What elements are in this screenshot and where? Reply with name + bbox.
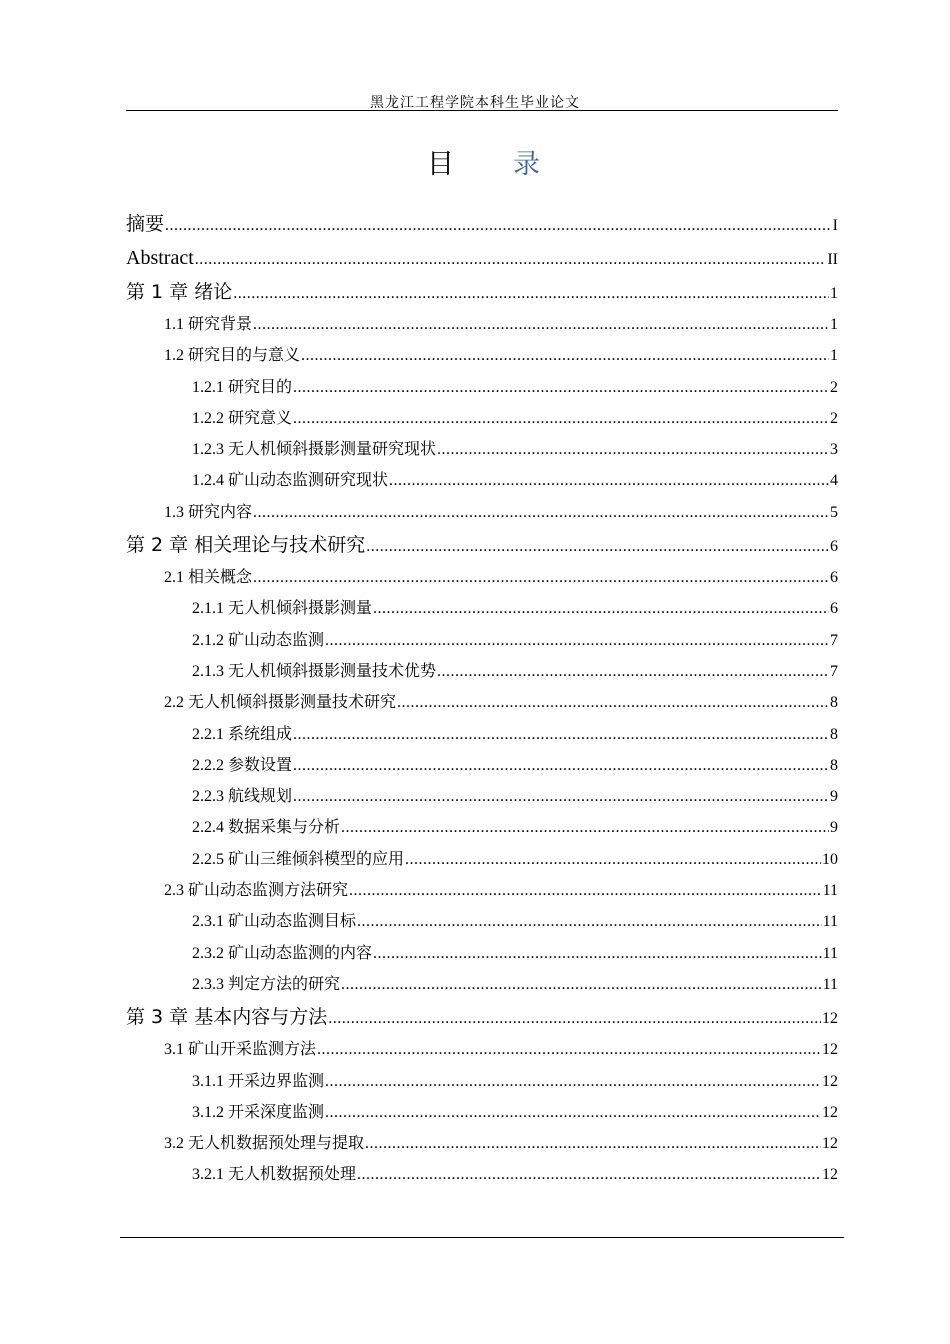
dot-leader bbox=[405, 844, 821, 875]
toc-entry-label: Abstract bbox=[126, 247, 194, 269]
toc-entry[interactable] bbox=[126, 875, 838, 906]
toc-entry-label: 2.3.1 矿山动态监测目标 bbox=[192, 913, 357, 931]
toc-entry[interactable] bbox=[126, 844, 838, 875]
dot-leader bbox=[165, 209, 832, 241]
toc-entry-label: 2.1.3 无人机倾斜摄影测量技术优势 bbox=[192, 662, 437, 680]
toc-entry[interactable] bbox=[126, 906, 838, 937]
dot-leader bbox=[253, 497, 829, 528]
toc-entry-page-number: 3 bbox=[830, 441, 838, 459]
toc-entry-page-number: 6 bbox=[830, 538, 838, 556]
dot-leader bbox=[301, 340, 829, 371]
toc-entry-page-number: 12 bbox=[822, 1166, 838, 1184]
toc-entry[interactable] bbox=[126, 340, 838, 371]
toc-entry[interactable] bbox=[126, 750, 838, 781]
toc-heading bbox=[0, 142, 950, 182]
toc-entry-page-number: 11 bbox=[822, 913, 838, 931]
dot-leader bbox=[293, 372, 829, 403]
dot-leader bbox=[389, 465, 829, 496]
dot-leader bbox=[373, 593, 829, 624]
toc-entry-label: 1.3 研究内容 bbox=[164, 503, 253, 521]
toc-entry-label: 1.1 研究背景 bbox=[164, 316, 253, 333]
toc-entry-label: 2.2.3 航线规划 bbox=[192, 788, 293, 806]
toc-entry[interactable] bbox=[126, 1159, 838, 1190]
toc-entry-label: 2.3.2 矿山动态监测的内容 bbox=[192, 944, 373, 962]
toc-entry[interactable] bbox=[126, 465, 838, 496]
dot-leader bbox=[357, 1159, 821, 1190]
dot-leader bbox=[253, 309, 829, 340]
toc-entry-label: 2.2.2 参数设置 bbox=[192, 756, 293, 774]
header-divider bbox=[126, 110, 838, 111]
toc-entry-label: 3.1.1 开采边界监测 bbox=[192, 1072, 325, 1090]
toc-entry-page-number: 12 bbox=[822, 1103, 838, 1121]
toc-entry-label: 1.2 研究目的与意义 bbox=[164, 347, 301, 365]
dot-leader bbox=[195, 243, 827, 275]
toc-entry-page-number: 6 bbox=[830, 600, 838, 618]
toc-entry-page-number: 8 bbox=[830, 756, 838, 774]
dot-leader bbox=[253, 562, 829, 593]
toc-entry-label: 2.2 无人机倾斜摄影测量技术研究 bbox=[164, 694, 397, 712]
toc-entry-page-number: 12 bbox=[822, 1072, 838, 1090]
dot-leader bbox=[325, 1066, 821, 1097]
toc-entry[interactable] bbox=[126, 593, 838, 624]
toc-entry-page-number: 11 bbox=[822, 944, 838, 962]
toc-entry-page-number: 1 bbox=[830, 285, 838, 302]
toc-entry-page-number: 2 bbox=[830, 378, 838, 396]
footer-divider bbox=[120, 1237, 844, 1238]
toc-entry-label: 摘要 bbox=[126, 213, 165, 235]
toc-entry[interactable] bbox=[126, 241, 838, 275]
toc-entry[interactable] bbox=[126, 207, 838, 241]
toc-entry-label: 第 2 章 相关理论与技术研究 bbox=[126, 534, 366, 557]
toc-heading-char-1: 目 bbox=[427, 149, 454, 180]
toc-entry-page-number: 6 bbox=[830, 569, 838, 587]
toc-entry-page-number: 8 bbox=[830, 694, 838, 712]
toc-entry[interactable] bbox=[126, 1066, 838, 1097]
toc-entry-page-number: 12 bbox=[822, 1041, 838, 1059]
dot-leader bbox=[397, 687, 829, 718]
toc-entry-page-number: 9 bbox=[830, 819, 838, 837]
toc-entry-page-number: 1 bbox=[830, 347, 838, 365]
toc-entry-label: 2.2.1 系统组成 bbox=[192, 725, 293, 743]
toc-entry[interactable] bbox=[126, 656, 838, 687]
toc-entry[interactable] bbox=[126, 781, 838, 812]
toc-entry[interactable] bbox=[126, 372, 838, 403]
dot-leader bbox=[317, 1034, 821, 1065]
dot-leader bbox=[293, 750, 829, 781]
toc-entry-page-number: II bbox=[827, 251, 838, 268]
toc-entry-page-number: 7 bbox=[830, 631, 838, 649]
toc-entry-label: 1.2.3 无人机倾斜摄影测量研究现状 bbox=[192, 441, 437, 459]
toc-entry-label: 2.1.1 无人机倾斜摄影测量 bbox=[192, 600, 373, 618]
toc-entry[interactable] bbox=[126, 528, 838, 562]
toc-entry-page-number: 12 bbox=[822, 1010, 838, 1028]
toc-entry-page-number: 7 bbox=[830, 662, 838, 680]
dot-leader bbox=[293, 403, 829, 434]
toc-entry-label: 1.2.2 研究意义 bbox=[192, 409, 293, 427]
toc-entry-page-number: 10 bbox=[822, 850, 838, 868]
toc-entry[interactable] bbox=[126, 1097, 838, 1128]
toc-entry[interactable] bbox=[126, 969, 838, 1000]
toc-entry-label: 第 3 章 基本内容与方法 bbox=[126, 1006, 328, 1029]
toc-entry-label: 2.3 矿山动态监测方法研究 bbox=[164, 882, 349, 900]
toc-entry-label: 2.2.4 数据采集与分析 bbox=[192, 819, 341, 837]
dot-leader bbox=[325, 1097, 821, 1128]
toc-entry-label: 第 1 章 绪论 bbox=[126, 281, 233, 303]
toc-entry[interactable] bbox=[126, 403, 838, 434]
toc-entry[interactable] bbox=[126, 1000, 838, 1034]
toc-entry-label: 2.1 相关概念 bbox=[164, 569, 253, 587]
header-title: 黑龙江工程学院本科生毕业论文 bbox=[370, 95, 580, 111]
toc-entry[interactable] bbox=[126, 1128, 838, 1159]
toc-entry-page-number: 4 bbox=[830, 472, 838, 490]
dot-leader bbox=[341, 812, 829, 843]
toc-entry-label: 1.2.1 研究目的 bbox=[192, 378, 293, 396]
toc-entry-page-number: 11 bbox=[822, 975, 838, 993]
toc-entry-page-number: 8 bbox=[830, 725, 838, 743]
table-of-contents bbox=[126, 207, 838, 1191]
toc-entry-page-number: 5 bbox=[830, 503, 838, 521]
toc-entry[interactable] bbox=[126, 562, 838, 593]
toc-entry-label: 3.2.1 无人机数据预处理 bbox=[192, 1166, 357, 1184]
dot-leader bbox=[373, 938, 822, 969]
toc-entry-page-number: 1 bbox=[830, 316, 838, 333]
toc-entry-page-number: 2 bbox=[830, 409, 838, 427]
toc-entry[interactable] bbox=[126, 434, 838, 465]
dot-leader bbox=[328, 1002, 821, 1034]
toc-entry-page-number: 9 bbox=[830, 788, 838, 806]
toc-entry[interactable] bbox=[126, 497, 838, 528]
toc-entry-label: 2.2.5 矿山三维倾斜模型的应用 bbox=[192, 850, 405, 868]
toc-entry-label: 1.2.4 矿山动态监测研究现状 bbox=[192, 472, 389, 490]
dot-leader bbox=[357, 906, 822, 937]
toc-entry-page-number: 11 bbox=[822, 882, 838, 900]
toc-entry-page-number: 12 bbox=[822, 1135, 838, 1153]
dot-leader bbox=[437, 434, 829, 465]
toc-entry[interactable] bbox=[126, 1034, 838, 1065]
dot-leader bbox=[293, 719, 829, 750]
dot-leader bbox=[325, 625, 829, 656]
toc-entry-label: 3.1 矿山开采监测方法 bbox=[164, 1041, 317, 1059]
toc-heading-char-2: 录 bbox=[513, 149, 540, 180]
toc-entry-label: 2.3.3 判定方法的研究 bbox=[192, 975, 341, 993]
dot-leader bbox=[437, 656, 829, 687]
toc-entry-page-number: I bbox=[832, 217, 838, 234]
dot-leader bbox=[233, 277, 829, 309]
toc-entry[interactable] bbox=[126, 687, 838, 718]
toc-entry-label: 3.2 无人机数据预处理与提取 bbox=[164, 1135, 365, 1153]
dot-leader bbox=[366, 530, 829, 562]
toc-entry[interactable] bbox=[126, 309, 838, 340]
toc-entry[interactable] bbox=[126, 938, 838, 969]
dot-leader bbox=[341, 969, 822, 1000]
toc-entry-label: 2.1.2 矿山动态监测 bbox=[192, 631, 325, 649]
toc-entry-label: 3.1.2 开采深度监测 bbox=[192, 1103, 325, 1121]
dot-leader bbox=[349, 875, 822, 906]
toc-entry[interactable] bbox=[126, 625, 838, 656]
toc-entry[interactable] bbox=[126, 812, 838, 843]
toc-entry[interactable] bbox=[126, 275, 838, 309]
dot-leader bbox=[293, 781, 829, 812]
toc-entry[interactable] bbox=[126, 719, 838, 750]
dot-leader bbox=[365, 1128, 821, 1159]
